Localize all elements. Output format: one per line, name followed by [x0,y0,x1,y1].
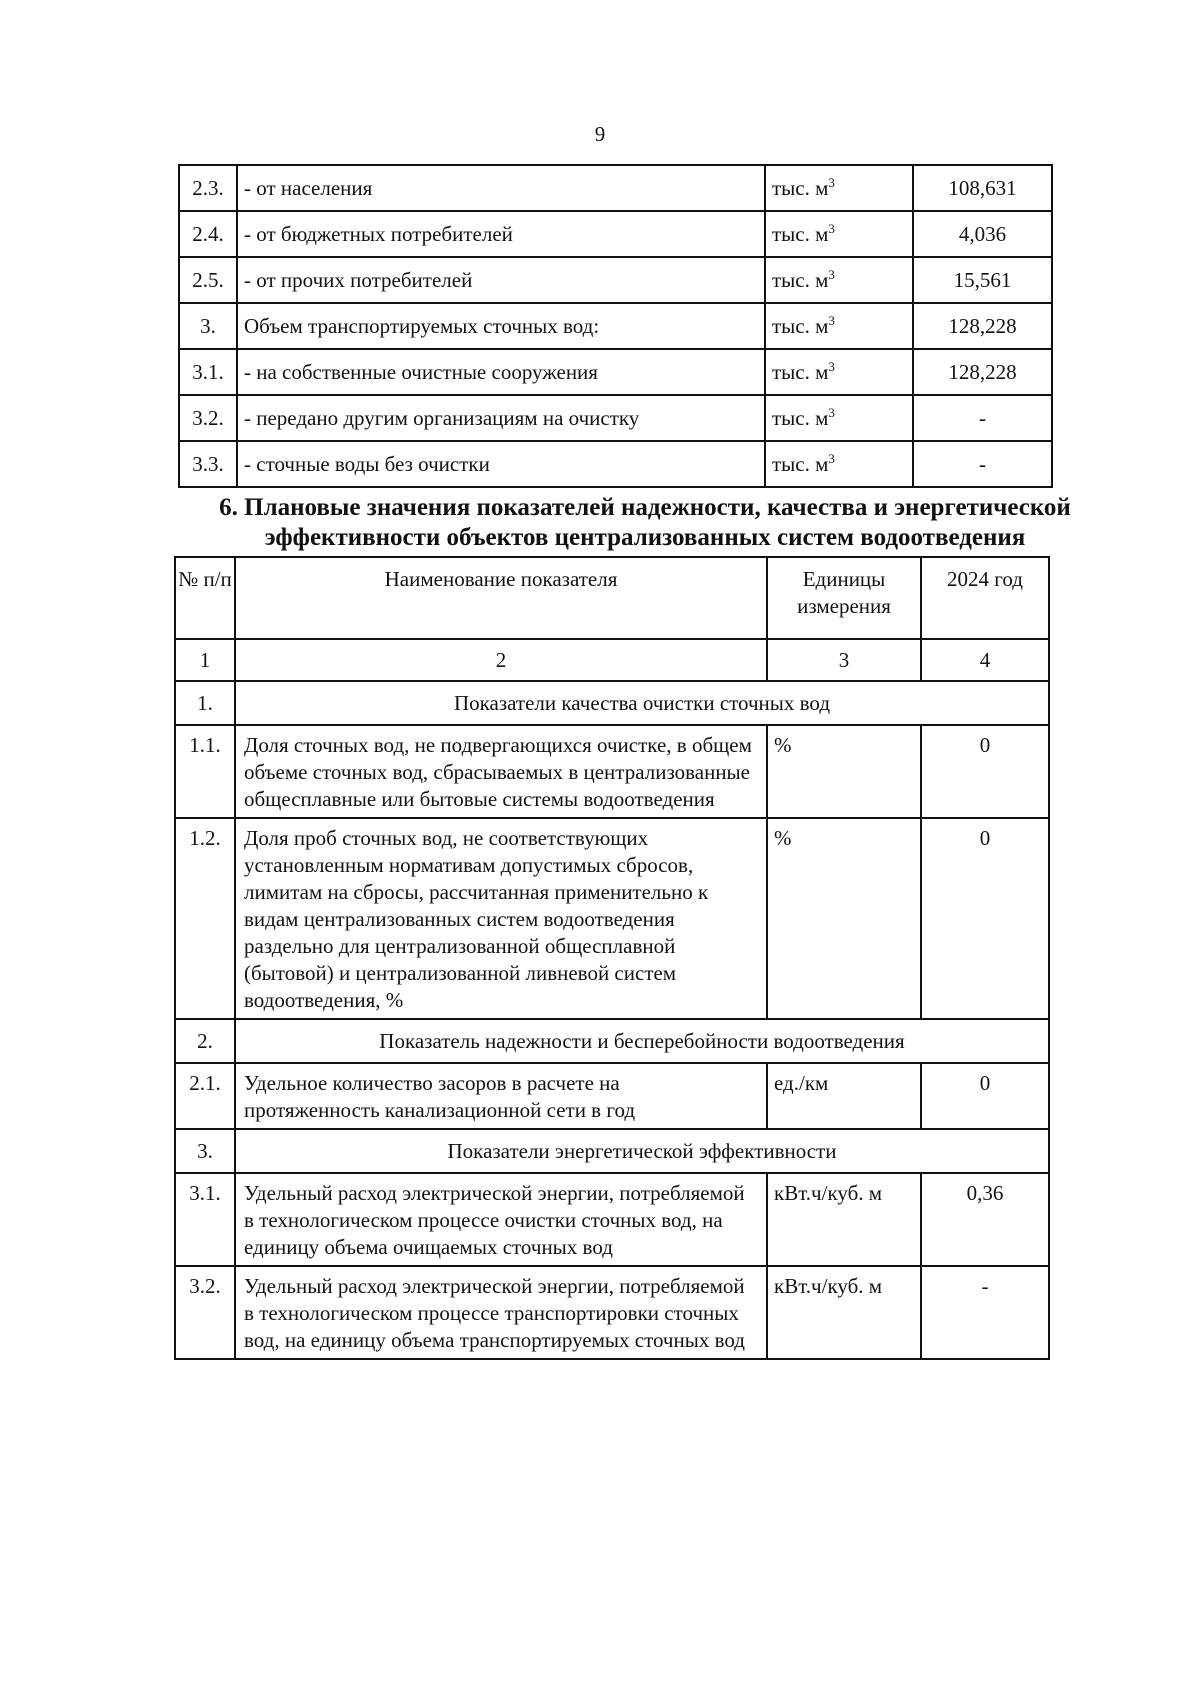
table-row [179,165,1052,211]
header-name: Наименование показателя [235,557,767,639]
indicator-unit: % [767,725,921,818]
row-unit-sup: 3 [828,358,835,374]
row-name: - от бюджетных потребителей [237,211,765,257]
indicator-number: 1.1. [175,725,235,818]
indicator-unit: ед./км [767,1063,921,1129]
column-number: 4 [921,639,1049,681]
indicator-row [175,1266,1049,1359]
group-number: 1. [175,681,235,725]
row-unit-cell [765,165,913,211]
indicator-name: Удельное количество засоров в расчете на протяженность канализационной сети в год [235,1063,767,1129]
indicator-name: Удельный расход электрической энергии, потребляемой в технологическом процессе транспортировки сточных вод, на единицу объема транспортируемых сточных вод [235,1266,767,1359]
row-number: 3.3. [179,441,237,487]
group-row [175,1019,1049,1063]
row-unit: тыс. м [772,359,829,384]
group-title: Показатель надежности и бесперебойности водоотведения [235,1019,1049,1063]
row-unit: тыс. м [772,313,829,338]
indicator-name: Доля проб сточных вод, не соответствующих установленным нормативам допустимых сбросов, лимитам на сбросы, рассчитанная применительно к видам централизованных систем водоотведения раздельно для централизованной общесплавной (бытовой) и централизованной ливневой систем водоотведения, % [235,818,767,1019]
indicator-name: Удельный расход электрической энергии, потребляемой в технологическом процессе очистки сточных вод, на единицу объема очищаемых сточных вод [235,1173,767,1266]
table-row [179,211,1052,257]
row-value: - [913,395,1052,441]
table-row [179,349,1052,395]
indicator-number: 2.1. [175,1063,235,1129]
indicator-value: 0,36 [921,1173,1049,1266]
indicator-value: 0 [921,725,1049,818]
indicator-unit: кВт.ч/куб. м [767,1173,921,1266]
row-unit: тыс. м [772,451,829,476]
indicators-table-body [175,557,1049,1359]
table-row [179,441,1052,487]
row-name: - от населения [237,165,765,211]
row-unit-sup: 3 [828,220,835,236]
indicator-number: 3.2. [175,1266,235,1359]
row-unit-sup: 3 [828,174,835,190]
indicator-value: - [921,1266,1049,1359]
indicator-row [175,1173,1049,1266]
row-unit-cell [765,395,913,441]
row-value: 128,228 [913,349,1052,395]
row-name: - на собственные очистные сооружения [237,349,765,395]
table-row [179,257,1052,303]
row-unit-sup: 3 [828,450,835,466]
column-number: 2 [235,639,767,681]
header-unit: Единицы измерения [767,557,921,639]
row-value: 15,561 [913,257,1052,303]
row-unit-cell [765,257,913,303]
indicators-table [174,556,1050,1360]
indicator-unit: % [767,818,921,1019]
indicator-name: Доля сточных вод, не подвергающихся очистке, в общем объеме сточных вод, сбрасываемых в централизованные общесплавные или бытовые системы водоотведения [235,725,767,818]
row-number: 2.3. [179,165,237,211]
page-number: 9 [594,122,606,146]
indicator-number: 3.1. [175,1173,235,1266]
indicator-number: 1.2. [175,818,235,1019]
row-name: - сточные воды без очистки [237,441,765,487]
group-row [175,681,1049,725]
indicator-value: 0 [921,818,1049,1019]
table-row [179,303,1052,349]
row-unit-cell [765,211,913,257]
row-number: 3.2. [179,395,237,441]
row-unit: тыс. м [772,267,829,292]
indicator-value: 0 [921,1063,1049,1129]
row-value: 4,036 [913,211,1052,257]
column-number-row [175,639,1049,681]
indicator-unit: кВт.ч/куб. м [767,1266,921,1359]
row-number: 2.4. [179,211,237,257]
table-header-row [175,557,1049,639]
row-unit-sup: 3 [828,312,835,328]
row-unit-sup: 3 [828,404,835,420]
row-unit: тыс. м [772,405,829,430]
column-number: 1 [175,639,235,681]
row-value: 128,228 [913,303,1052,349]
volume-table [178,164,1053,488]
group-number: 2. [175,1019,235,1063]
group-title: Показатели качества очистки сточных вод [235,681,1049,725]
row-number: 3. [179,303,237,349]
group-number: 3. [175,1129,235,1173]
column-number: 3 [767,639,921,681]
row-name: - передано другим организациям на очистку [237,395,765,441]
row-unit: тыс. м [772,221,829,246]
row-number: 2.5. [179,257,237,303]
row-value: 108,631 [913,165,1052,211]
volume-table-body [179,165,1052,487]
row-number: 3.1. [179,349,237,395]
row-value: - [913,441,1052,487]
row-unit-sup: 3 [828,266,835,282]
table-row [179,395,1052,441]
header-num: № п/п [175,557,235,639]
indicator-row [175,818,1049,1019]
group-title: Показатели энергетической эффективности [235,1129,1049,1173]
row-name: Объем транспортируемых сточных вод: [237,303,765,349]
row-unit-cell [765,441,913,487]
indicator-row [175,1063,1049,1129]
row-unit: тыс. м [772,175,829,200]
section-title: 6. Плановые значения показателей надежности, качества и энергетической эффективности объектов централизованных систем водоотведения [219,494,1071,551]
indicator-row [175,725,1049,818]
header-year: 2024 год [921,557,1049,639]
row-unit-cell [765,349,913,395]
group-row [175,1129,1049,1173]
row-unit-cell [765,303,913,349]
row-name: - от прочих потребителей [237,257,765,303]
